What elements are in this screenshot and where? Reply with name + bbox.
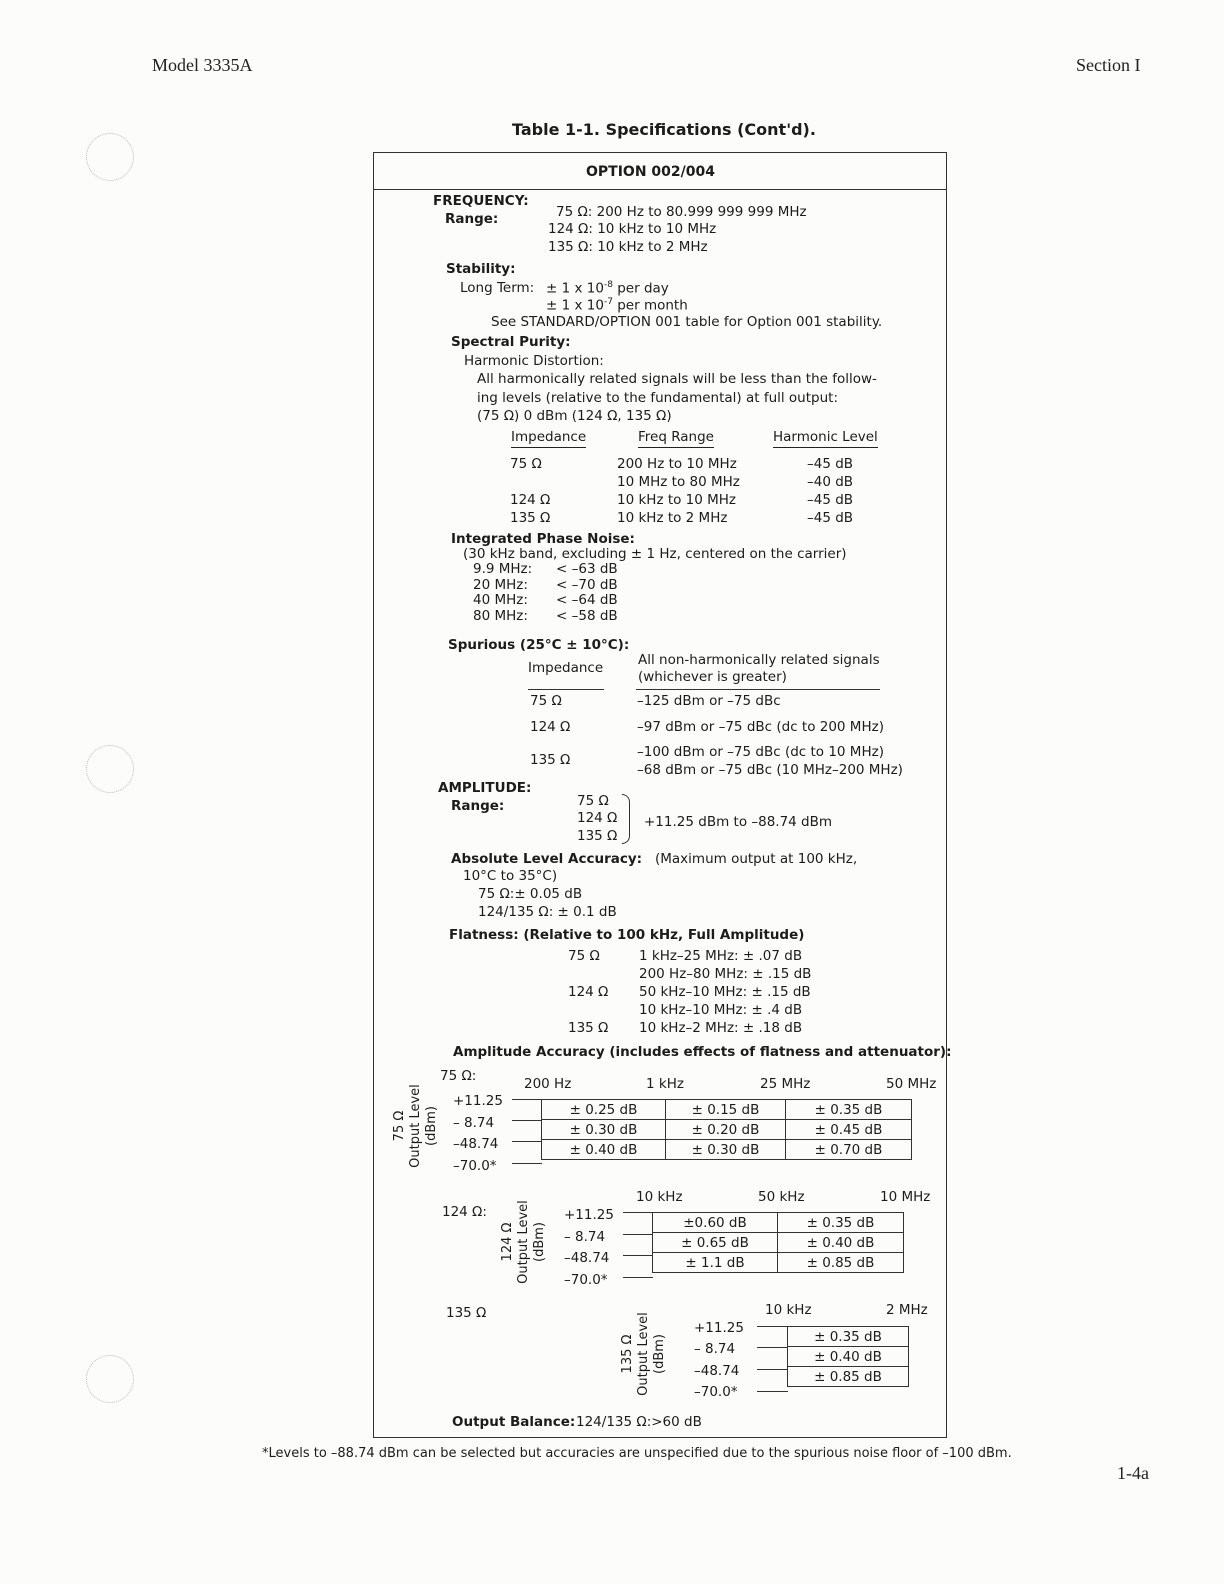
punch-hole-middle [86, 745, 134, 793]
harmonic-col-impedance: Impedance [511, 429, 586, 448]
flatness-val: 50 kHz–10 MHz: ± .15 dB [639, 984, 811, 1000]
frequency-range-75: 75 Ω: 200 Hz to 80.999 999 999 MHz [556, 204, 807, 220]
table-row [788, 1347, 909, 1367]
t124-axis-impedance: 124 Ω [500, 1222, 515, 1262]
harmonic-row-level: –40 dB [807, 474, 854, 490]
flatness-imp: 124 Ω [568, 984, 609, 1000]
harmonic-row-imp: 124 Ω [510, 492, 551, 508]
t124-cell: ± 0.65 dB [653, 1233, 778, 1253]
spurious-val-75: –125 dBm or –75 dBc [637, 693, 781, 709]
harmonic-row-level: –45 dB [807, 456, 854, 472]
t75-axis-unit: (dBm) [424, 1106, 439, 1146]
table-row [653, 1213, 904, 1233]
t75-freq-label: 1 kHz [646, 1076, 684, 1092]
stability-long-term-label: Long Term: [460, 280, 535, 296]
flatness-val: 10 kHz–2 MHz: ± .18 dB [639, 1020, 803, 1036]
t135-level-label: +11.25 [694, 1320, 744, 1336]
harmonic-row-freq: 10 MHz to 80 MHz [617, 474, 740, 490]
header-section: Section I [1076, 55, 1141, 75]
t124-tick [623, 1277, 653, 1278]
table-row [788, 1327, 909, 1347]
t75-grid [541, 1099, 912, 1160]
t124-axis-label [500, 1194, 548, 1290]
t75-tick [512, 1141, 542, 1142]
phase-noise-value: < –64 dB [556, 592, 618, 608]
frequency-range-124: 124 Ω: 10 kHz to 10 MHz [548, 221, 717, 237]
t135-axis-label [620, 1306, 668, 1402]
abs-accuracy-124-135: 124/135 Ω: ± 0.1 dB [478, 904, 617, 920]
phase-noise-freq: 40 MHz: [473, 592, 528, 608]
t124-axis-unit: (dBm) [532, 1222, 547, 1262]
stability-exp-2: -7 [603, 297, 613, 307]
spurious-col-impedance: Impedance [528, 660, 604, 676]
stability-line-2 [546, 297, 688, 314]
harmonic-row-freq: 200 Hz to 10 MHz [617, 456, 737, 472]
t124-cell: ± 0.85 dB [778, 1253, 904, 1273]
spurious-rule-right [636, 689, 880, 690]
t75-cell: ± 0.20 dB [666, 1120, 786, 1140]
amplitude-range-value: +11.25 dBm to –88.74 dBm [644, 814, 833, 830]
flatness-val: 10 kHz–10 MHz: ± .4 dB [639, 1002, 803, 1018]
table-row [542, 1100, 912, 1120]
t135-cell: ± 0.35 dB [788, 1327, 909, 1347]
harmonic-row-level: –45 dB [807, 510, 854, 526]
t75-tick [512, 1163, 542, 1164]
t124-tick [623, 1234, 653, 1235]
frequency-heading: FREQUENCY: [433, 193, 529, 209]
phase-noise-freq: 9.9 MHz: [473, 561, 533, 577]
spurious-val-124: –97 dBm or –75 dBc (dc to 200 MHz) [637, 719, 884, 735]
t124-freq-label: 50 kHz [758, 1189, 805, 1205]
table-row [653, 1233, 904, 1253]
t135-cell: ± 0.40 dB [788, 1347, 909, 1367]
flatness-val: 200 Hz–80 MHz: ± .15 dB [639, 966, 812, 982]
t135-cell: ± 0.85 dB [788, 1367, 909, 1387]
t75-level-label: –48.74 [453, 1136, 499, 1152]
t135-grid [787, 1326, 909, 1387]
amplitude-imp-75: 75 Ω [577, 793, 609, 809]
t135-tick [757, 1347, 788, 1348]
t124-cell: ± 0.40 dB [778, 1233, 904, 1253]
t75-level-label: –70.0* [453, 1158, 497, 1174]
amplitude-imp-124: 124 Ω [577, 810, 618, 826]
t124-cell: ± 1.1 dB [653, 1253, 778, 1273]
t135-tick [757, 1391, 788, 1392]
spectral-desc-1: All harmonically related signals will be less than the follow- [477, 371, 877, 387]
t124-tick [623, 1255, 653, 1256]
flatness-imp: 75 Ω [568, 948, 600, 964]
spectral-heading: Spectral Purity: [451, 334, 571, 350]
t75-freq-label: 25 MHz [760, 1076, 811, 1092]
spectral-desc-2: ing levels (relative to the fundamental) at full output: [477, 390, 838, 406]
phase-noise-value: < –70 dB [556, 577, 618, 593]
punch-hole-top [86, 133, 134, 181]
t124-level-label: –70.0* [564, 1272, 608, 1288]
spurious-val-135-2: –68 dBm or –75 dBc (10 MHz–200 MHz) [637, 762, 903, 778]
output-balance-label: Output Balance: [452, 1414, 576, 1430]
harmonic-row-imp: 135 Ω [510, 510, 551, 526]
harmonic-row-freq: 10 kHz to 2 MHz [617, 510, 728, 526]
phase-noise-heading: Integrated Phase Noise: [451, 531, 635, 547]
t75-cell: ± 0.25 dB [542, 1100, 666, 1120]
t124-label: 124 Ω: [442, 1204, 487, 1220]
flatness-heading: Flatness: (Relative to 100 kHz, Full Amplitude) [449, 927, 805, 943]
t75-cell: ± 0.40 dB [542, 1140, 666, 1160]
frequency-range-135: 135 Ω: 10 kHz to 2 MHz [548, 239, 708, 255]
stability-value-1: ± 1 x 10 [546, 280, 604, 297]
amplitude-brace [622, 794, 630, 844]
t75-label: 75 Ω: [440, 1068, 477, 1084]
abs-accuracy-temp: 10°C to 35°C) [463, 868, 558, 884]
t75-cell: ± 0.15 dB [666, 1100, 786, 1120]
t135-tick [757, 1369, 788, 1370]
spurious-imp-75: 75 Ω [530, 693, 562, 709]
t75-axis-impedance: 75 Ω [392, 1110, 407, 1142]
amplitude-imp-135: 135 Ω [577, 828, 618, 844]
option-title: OPTION 002/004 [586, 164, 715, 180]
phase-noise-freq: 80 MHz: [473, 608, 528, 624]
t135-freq-label: 2 MHz [886, 1302, 928, 1318]
t75-axis-output-level: Output Level [408, 1084, 423, 1168]
abs-accuracy-condition: (Maximum output at 100 kHz, [655, 851, 858, 867]
stability-tail-1: per day [617, 280, 669, 297]
spurious-col-desc-1: All non-harmonically related signals [638, 652, 880, 668]
stability-see-note: See STANDARD/OPTION 001 table for Option 001 stability. [491, 314, 883, 330]
spectral-desc-3: (75 Ω) 0 dBm (124 Ω, 135 Ω) [477, 408, 672, 424]
t75-cell: ± 0.45 dB [786, 1120, 912, 1140]
t75-cell: ± 0.30 dB [542, 1120, 666, 1140]
t124-level-label: +11.25 [564, 1207, 614, 1223]
table-row [542, 1120, 912, 1140]
t124-axis-output-level: Output Level [516, 1200, 531, 1284]
amplitude-range-label: Range: [451, 798, 505, 814]
t75-freq-label: 50 MHz [886, 1076, 937, 1092]
stability-tail-2: per month [617, 297, 688, 314]
table-row [653, 1253, 904, 1273]
t124-level-label: –48.74 [564, 1250, 610, 1266]
phase-noise-value: < –58 dB [556, 608, 618, 624]
t135-label: 135 Ω [446, 1305, 487, 1321]
harmonic-row-imp: 75 Ω [510, 456, 542, 472]
t124-cell: ±0.60 dB [653, 1213, 778, 1233]
t124-grid [652, 1212, 904, 1273]
page-number: 1-4a [1117, 1463, 1149, 1483]
frequency-range-label: Range: [445, 211, 499, 227]
spurious-rule-left [528, 689, 604, 690]
stability-line-1 [546, 280, 669, 297]
header-model: Model 3335A [152, 55, 253, 75]
harmonic-distortion-label: Harmonic Distortion: [464, 353, 604, 369]
table-row [788, 1367, 909, 1387]
spurious-imp-135: 135 Ω [530, 752, 571, 768]
frame-divider [373, 189, 946, 190]
phase-noise-freq: 20 MHz: [473, 577, 528, 593]
table-title: Table 1-1. Specifications (Cont'd). [512, 120, 816, 139]
t124-freq-label: 10 kHz [636, 1189, 683, 1205]
table-row [542, 1140, 912, 1160]
t75-cell: ± 0.30 dB [666, 1140, 786, 1160]
t135-axis-output-level: Output Level [636, 1312, 651, 1396]
t135-freq-label: 10 kHz [765, 1302, 812, 1318]
spurious-col-desc-2: (whichever is greater) [638, 669, 787, 685]
abs-accuracy-75: 75 Ω:± 0.05 dB [478, 886, 583, 902]
harmonic-col-freq: Freq Range [638, 429, 714, 448]
harmonic-row-level: –45 dB [807, 492, 854, 508]
t75-freq-label: 200 Hz [524, 1076, 572, 1092]
t135-level-label: –70.0* [694, 1384, 738, 1400]
t135-level-label: – 8.74 [694, 1341, 736, 1357]
t124-tick [623, 1212, 653, 1213]
flatness-imp: 135 Ω [568, 1020, 609, 1036]
amplitude-heading: AMPLITUDE: [438, 780, 532, 796]
harmonic-row-freq: 10 kHz to 10 MHz [617, 492, 737, 508]
t75-axis-label [392, 1076, 440, 1176]
t75-level-label: +11.25 [453, 1093, 503, 1109]
spurious-heading: Spurious (25°C ± 10°C): [448, 637, 630, 653]
footnote: *Levels to –88.74 dBm can be selected but accuracies are unspecified due to the spurious noise floor of –100 dBm. [262, 1446, 1012, 1461]
t124-freq-label: 10 MHz [880, 1189, 931, 1205]
t75-tick [512, 1099, 542, 1100]
t124-level-label: – 8.74 [564, 1229, 606, 1245]
t124-cell: ± 0.35 dB [778, 1213, 904, 1233]
t135-level-label: –48.74 [694, 1363, 740, 1379]
t75-level-label: – 8.74 [453, 1115, 495, 1131]
flatness-val: 1 kHz–25 MHz: ± .07 dB [639, 948, 803, 964]
phase-noise-note: (30 kHz band, excluding ± 1 Hz, centered on the carrier) [463, 546, 847, 562]
abs-accuracy-heading: Absolute Level Accuracy: [451, 851, 643, 867]
stability-heading: Stability: [446, 261, 516, 277]
t135-axis-unit: (dBm) [652, 1334, 667, 1374]
harmonic-col-level: Harmonic Level [773, 429, 878, 448]
t75-tick [512, 1120, 542, 1121]
stability-value-2: ± 1 x 10 [546, 297, 604, 314]
t135-axis-impedance: 135 Ω [620, 1334, 635, 1374]
punch-hole-bottom [86, 1355, 134, 1403]
spurious-val-135-1: –100 dBm or –75 dBc (dc to 10 MHz) [637, 744, 884, 760]
phase-noise-value: < –63 dB [556, 561, 618, 577]
t75-cell: ± 0.70 dB [786, 1140, 912, 1160]
t75-cell: ± 0.35 dB [786, 1100, 912, 1120]
spurious-imp-124: 124 Ω [530, 719, 571, 735]
t135-tick [757, 1326, 788, 1327]
output-balance-value: 124/135 Ω:>60 dB [576, 1414, 702, 1430]
stability-exp-1: -8 [603, 280, 613, 290]
amp-accuracy-heading: Amplitude Accuracy (includes effects of flatness and attenuator): [453, 1044, 952, 1060]
